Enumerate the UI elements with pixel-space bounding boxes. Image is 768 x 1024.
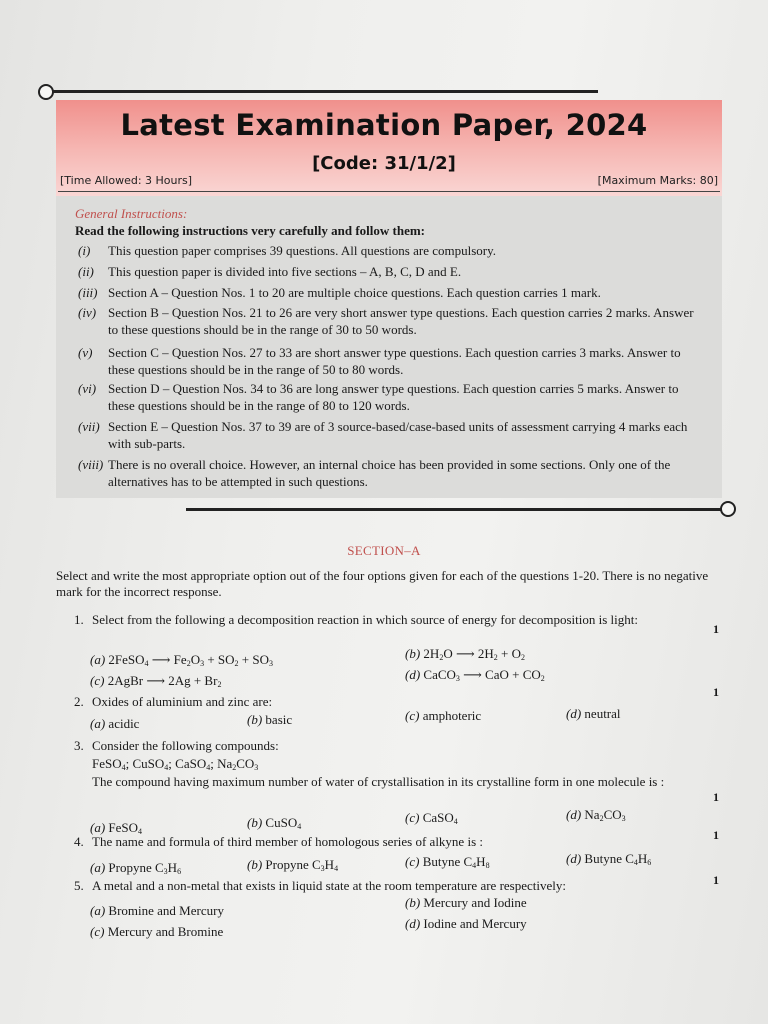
instruction-text: Section B – Question Nos. 21 to 26 are very short answer type questions. Each question carries 2 marks. Answer to these questions should be in the range of 30 to 50 words. bbox=[108, 305, 694, 337]
option-text: acidic bbox=[108, 716, 140, 731]
top-line-ring-icon bbox=[38, 84, 54, 100]
option-label: (d) bbox=[405, 667, 421, 682]
top-divider bbox=[53, 90, 598, 93]
option-label: (d) bbox=[405, 916, 421, 931]
question-marks: 1 bbox=[713, 685, 719, 699]
option-text: 2AgBr ⟶ $2Ag + Br_2$ bbox=[107, 673, 222, 689]
option-d bbox=[405, 667, 545, 683]
bottom-divider bbox=[186, 508, 722, 511]
option-c bbox=[90, 924, 223, 940]
instruction-item bbox=[78, 380, 706, 414]
question-1 bbox=[74, 612, 722, 628]
instruction-item bbox=[78, 304, 706, 338]
option-b bbox=[247, 815, 301, 831]
instruction-text: This question paper is divided into five sections – A, B, C, D and E. bbox=[108, 264, 462, 279]
option-text: Mercury and Iodine bbox=[423, 895, 527, 910]
question-number: 5. bbox=[74, 878, 84, 893]
option-label: (a) bbox=[90, 820, 106, 835]
instruction-item bbox=[78, 418, 706, 452]
question-text: The name and formula of third member of homologous series of alkyne is : bbox=[92, 834, 483, 849]
option-text: basic bbox=[265, 712, 293, 727]
instruction-item bbox=[78, 344, 706, 378]
option-d bbox=[566, 706, 621, 722]
option-text: FeSO$_4$ bbox=[108, 820, 143, 836]
option-c bbox=[90, 673, 221, 689]
option-label: (c) bbox=[405, 708, 420, 723]
option-text: Butyne $C_4H_6$ bbox=[584, 851, 652, 867]
option-label: (b) bbox=[247, 712, 263, 727]
option-label: (d) bbox=[566, 706, 582, 721]
option-text: $2H_2O$ ⟶ $2H_2 + O_2$ bbox=[423, 646, 525, 662]
instructions-heading: General Instructions: bbox=[75, 206, 188, 221]
option-text: neutral bbox=[584, 706, 621, 721]
option-c bbox=[405, 854, 490, 870]
question-text: Oxides of aluminium and zinc are: bbox=[92, 694, 273, 709]
option-text: CaCO$_3$ ⟶ CaO + $CO_2$ bbox=[423, 667, 545, 683]
option-label: (a) bbox=[90, 652, 106, 667]
option-label: (c) bbox=[90, 673, 105, 688]
option-text: $Na_2CO_3$ bbox=[584, 807, 626, 823]
question-2 bbox=[74, 694, 722, 710]
option-a bbox=[90, 903, 224, 919]
option-label: (c) bbox=[405, 810, 420, 825]
question-marks: 1 bbox=[713, 622, 719, 636]
option-text: Iodine and Mercury bbox=[423, 916, 527, 931]
option-a bbox=[90, 652, 273, 668]
option-text: CuSO$_4$ bbox=[265, 815, 302, 831]
option-text: Bromine and Mercury bbox=[108, 903, 224, 918]
option-d bbox=[566, 807, 626, 823]
instruction-text: Section E – Question Nos. 37 to 39 are of 3 source-based/case-based units of assessment carrying 4 marks each with sub-parts. bbox=[108, 419, 688, 451]
paper-code: [Code: 31/1/2] bbox=[312, 153, 456, 174]
instruction-number: (ii) bbox=[78, 264, 94, 279]
question-text-continued: The compound having maximum number of water of crystallisation in its crystalline form in one molecule is : bbox=[92, 774, 665, 789]
question-number: 1. bbox=[74, 612, 84, 627]
option-text: 2FeSO$_4$ ⟶ $Fe_2O_3 + SO_2 + SO_3$ bbox=[108, 652, 273, 668]
option-a bbox=[90, 860, 181, 876]
option-label: (c) bbox=[90, 924, 105, 939]
bottom-line-ring-icon bbox=[720, 501, 736, 517]
instruction-number: (viii) bbox=[78, 457, 104, 472]
option-label: (b) bbox=[405, 895, 421, 910]
instruction-number: (v) bbox=[78, 345, 93, 360]
instruction-item bbox=[78, 242, 706, 259]
question-4 bbox=[74, 834, 722, 850]
option-text: CaSO$_4$ bbox=[422, 810, 458, 826]
header-rule bbox=[58, 191, 720, 192]
instruction-text: Section A – Question Nos. 1 to 20 are multiple choice questions. Each question carries 1 mark. bbox=[108, 285, 601, 300]
instructions-read-line: Read the following instructions very carefully and follow them: bbox=[75, 223, 426, 238]
paper-title: Latest Examination Paper, 2024 bbox=[120, 108, 648, 142]
section-title: SECTION–A bbox=[347, 543, 421, 558]
question-marks: 1 bbox=[713, 873, 719, 887]
option-text: Propyne $C_3H_6$ bbox=[108, 860, 182, 876]
instruction-text: This question paper comprises 39 questions. All questions are compulsory. bbox=[108, 243, 497, 258]
option-b bbox=[247, 712, 292, 728]
option-label: (b) bbox=[247, 815, 263, 830]
option-label: (b) bbox=[247, 857, 263, 872]
option-label: (a) bbox=[90, 860, 106, 875]
time-allowed: [Time Allowed: 3 Hours] bbox=[60, 174, 193, 187]
option-label: (b) bbox=[405, 646, 421, 661]
instruction-item bbox=[78, 456, 706, 490]
compound-list: FeSO$_4$; CuSO$_4$; CaSO$_4$; $Na_2CO_3$ bbox=[92, 756, 259, 772]
instruction-text: There is no overall choice. However, an internal choice has been provided in some sections. Only one of the alternatives has to be attempted in such questions. bbox=[108, 457, 671, 489]
option-c bbox=[405, 810, 458, 826]
instruction-number: (iv) bbox=[78, 305, 97, 320]
question-number: 4. bbox=[74, 834, 84, 849]
option-label: (c) bbox=[405, 854, 420, 869]
option-b bbox=[405, 646, 525, 662]
option-a bbox=[90, 716, 139, 732]
option-label: (a) bbox=[90, 903, 106, 918]
option-text: Propyne $C_3H_4$ bbox=[265, 857, 339, 873]
question-number: 2. bbox=[74, 694, 84, 709]
option-d bbox=[566, 851, 651, 867]
instruction-item bbox=[78, 284, 706, 301]
instruction-number: (i) bbox=[78, 243, 91, 258]
instruction-number: (iii) bbox=[78, 285, 98, 300]
option-label: (d) bbox=[566, 807, 582, 822]
question-5 bbox=[74, 878, 722, 894]
option-text: Mercury and Bromine bbox=[107, 924, 224, 939]
option-text: Butyne $C_4H_8$ bbox=[422, 854, 490, 870]
question-marks: 1 bbox=[713, 790, 719, 804]
question-number: 3. bbox=[74, 738, 84, 753]
instruction-item bbox=[78, 263, 706, 280]
instruction-number: (vi) bbox=[78, 381, 97, 396]
maximum-marks: [Maximum Marks: 80] bbox=[597, 174, 718, 187]
question-text: Select from the following a decomposition reaction in which source of energy for decomposition is light: bbox=[92, 612, 638, 627]
question-3-stem bbox=[74, 774, 704, 790]
question-3-compounds bbox=[74, 756, 722, 772]
instruction-text: Section C – Question Nos. 27 to 33 are short answer type questions. Each question carries 3 marks. Answer to these questions should be in the range of 50 to 80 words. bbox=[108, 345, 681, 377]
option-label: (a) bbox=[90, 716, 106, 731]
option-d bbox=[405, 916, 527, 932]
question-text: A metal and a non-metal that exists in liquid state at the room temperature are respectively: bbox=[92, 878, 566, 893]
section-intro: Select and write the most appropriate option out of the four options given for each of the questions 1-20. There is no negative mark for the incorrect response. bbox=[56, 568, 709, 599]
option-b bbox=[405, 895, 527, 911]
instruction-number: (vii) bbox=[78, 419, 100, 434]
option-c bbox=[405, 708, 481, 724]
option-label: (d) bbox=[566, 851, 582, 866]
option-text: amphoteric bbox=[422, 708, 482, 723]
option-b bbox=[247, 857, 338, 873]
question-3 bbox=[74, 738, 722, 754]
question-text: Consider the following compounds: bbox=[92, 738, 279, 753]
question-marks: 1 bbox=[713, 828, 719, 842]
instruction-text: Section D – Question Nos. 34 to 36 are long answer type questions. Each question carries 5 marks. Answer to these questions should be in the range of 80 to 120 words. bbox=[108, 381, 679, 413]
